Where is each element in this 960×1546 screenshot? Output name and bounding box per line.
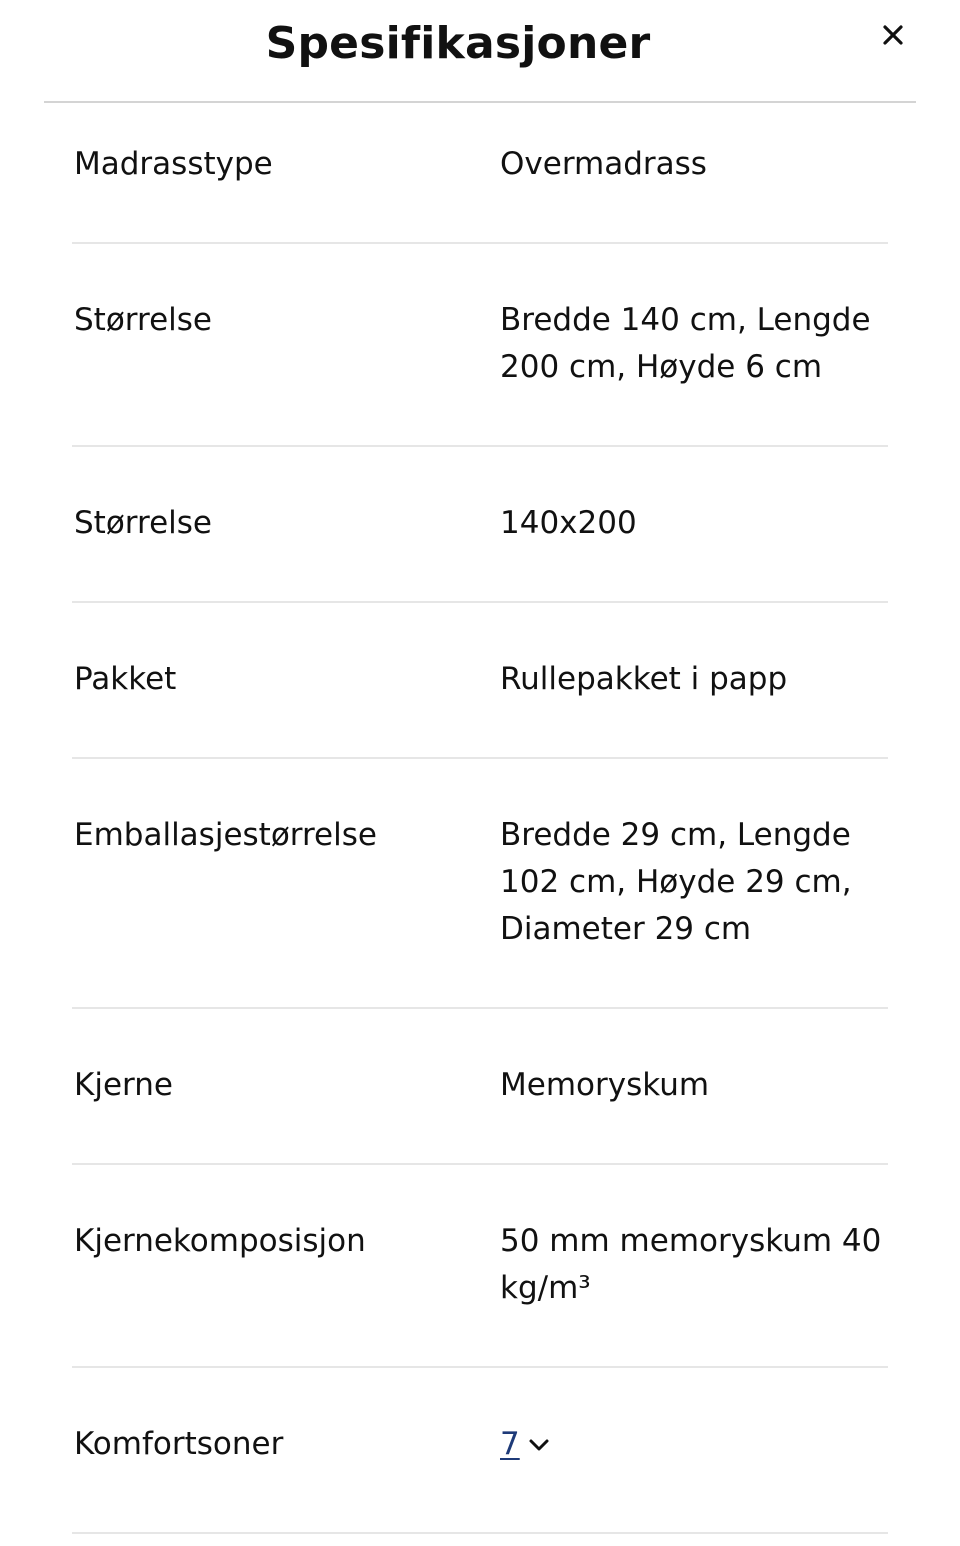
spec-value: Overmadrass [500,146,707,182]
spec-label: Kjernekomposisjon [74,1223,366,1259]
spec-row-kjerne [72,1009,888,1165]
spec-row-kjernekomposisjon [72,1165,888,1368]
spec-row-pakket [72,603,888,759]
spec-row-emballasjestorrelse [72,759,888,1009]
spec-value: 50 mm memoryskum 40 kg/m³ [500,1223,882,1306]
chevron-down-icon[interactable] [528,1438,550,1452]
dialog-title: Spesifikasjoner [265,18,651,69]
komfortsoner-toggle[interactable] [500,1421,550,1468]
spec-value: Bredde 140 cm, Lengde 200 cm, Høyde 6 cm [500,302,871,385]
spec-value: Memoryskum [500,1067,710,1103]
dialog-header [0,0,960,104]
spec-label: Emballasjestørrelse [74,817,377,853]
spec-row-komfortsoner [72,1368,888,1534]
spec-value [500,1421,884,1468]
spec-label: Størrelse [74,302,212,338]
spec-row-storrelse-2 [72,447,888,603]
spec-value: 140x200 [500,505,637,541]
spec-value: Bredde 29 cm, Lengde 102 cm, Høyde 29 cm, Diameter 29 cm [500,817,852,947]
spec-label: Komfortsoner [74,1426,284,1462]
spec-list [72,103,888,1534]
komfortsoner-value[interactable]: 7 [500,1426,520,1462]
close-icon [882,24,904,46]
spec-label: Kjerne [74,1067,173,1103]
spec-row-storrelse [72,244,888,447]
spec-value: Rullepakket i papp [500,661,788,697]
close-button[interactable] [872,14,914,56]
spec-label: Størrelse [74,505,212,541]
spec-label: Madrasstype [74,146,273,182]
spec-row-madrasstype [72,103,888,244]
spec-label: Pakket [74,661,177,697]
